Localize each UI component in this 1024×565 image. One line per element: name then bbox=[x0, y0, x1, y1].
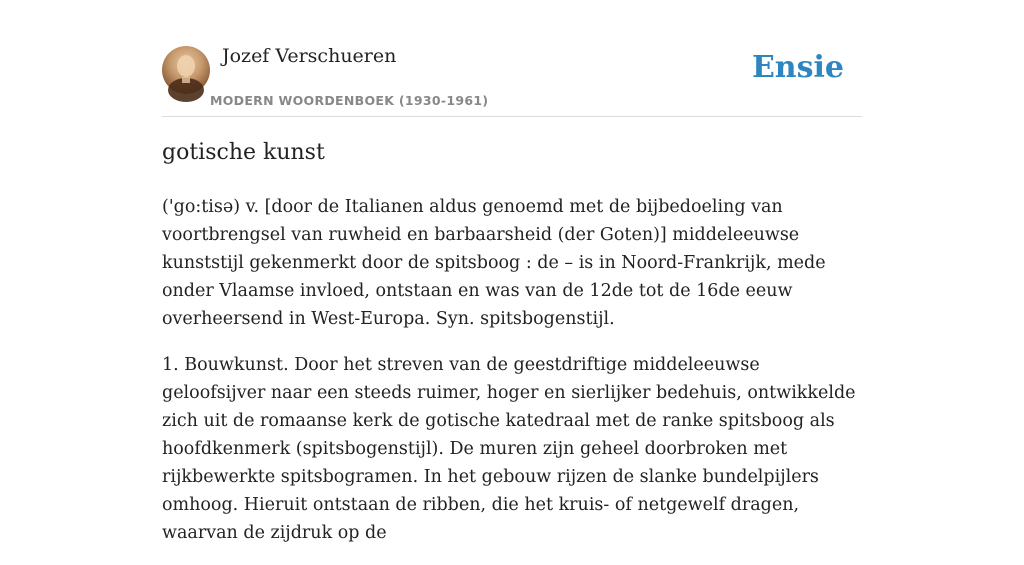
author-name[interactable]: Jozef Verschueren bbox=[222, 45, 397, 67]
entry-header bbox=[162, 0, 862, 117]
entry-paragraph: 1. Bouwkunst. Door het streven van de geestdriftige middeleeuwse geloofsijver naar een steeds ruimer, hoger en sierlijker bedehuis, ontwikkelde zich uit de romaanse kerk de gotische katedraal met de ranke spitsboog als hoofdkenmerk (spitsbogenstijl). De muren zijn geheel doorbroken met rijkbewerkte spitsbogramen. In het gebouw rijzen de slanke bundelpijlers omhoog. Hieruit ontstaan de ribben, die het kruis- of netgewelf dragen, waarvan de zijdruk op de bbox=[162, 355, 856, 543]
entry-paragraph: ('go:tisə) v. [door de Italianen aldus genoemd met de bijbedoeling van voortbrengsel van ruwheid en barbaarsheid (der Goten)] middeleeuwse kunststijl gekenmerkt door de spitsboog : de – is in Noord-Frankrijk, mede onder Vlaamse invloed, ontstaan en was van de 12de tot de 16de eeuw overheersend in West-Europa. Syn. spitsbogenstijl. bbox=[162, 197, 826, 329]
author-avatar[interactable] bbox=[162, 46, 210, 94]
brand-logo[interactable]: Ensie bbox=[751, 50, 844, 85]
entry-title: gotische kunst bbox=[162, 140, 325, 165]
entry-body bbox=[162, 193, 862, 565]
source-label[interactable]: MODERN WOORDENBOEK (1930-1961) bbox=[210, 93, 489, 108]
